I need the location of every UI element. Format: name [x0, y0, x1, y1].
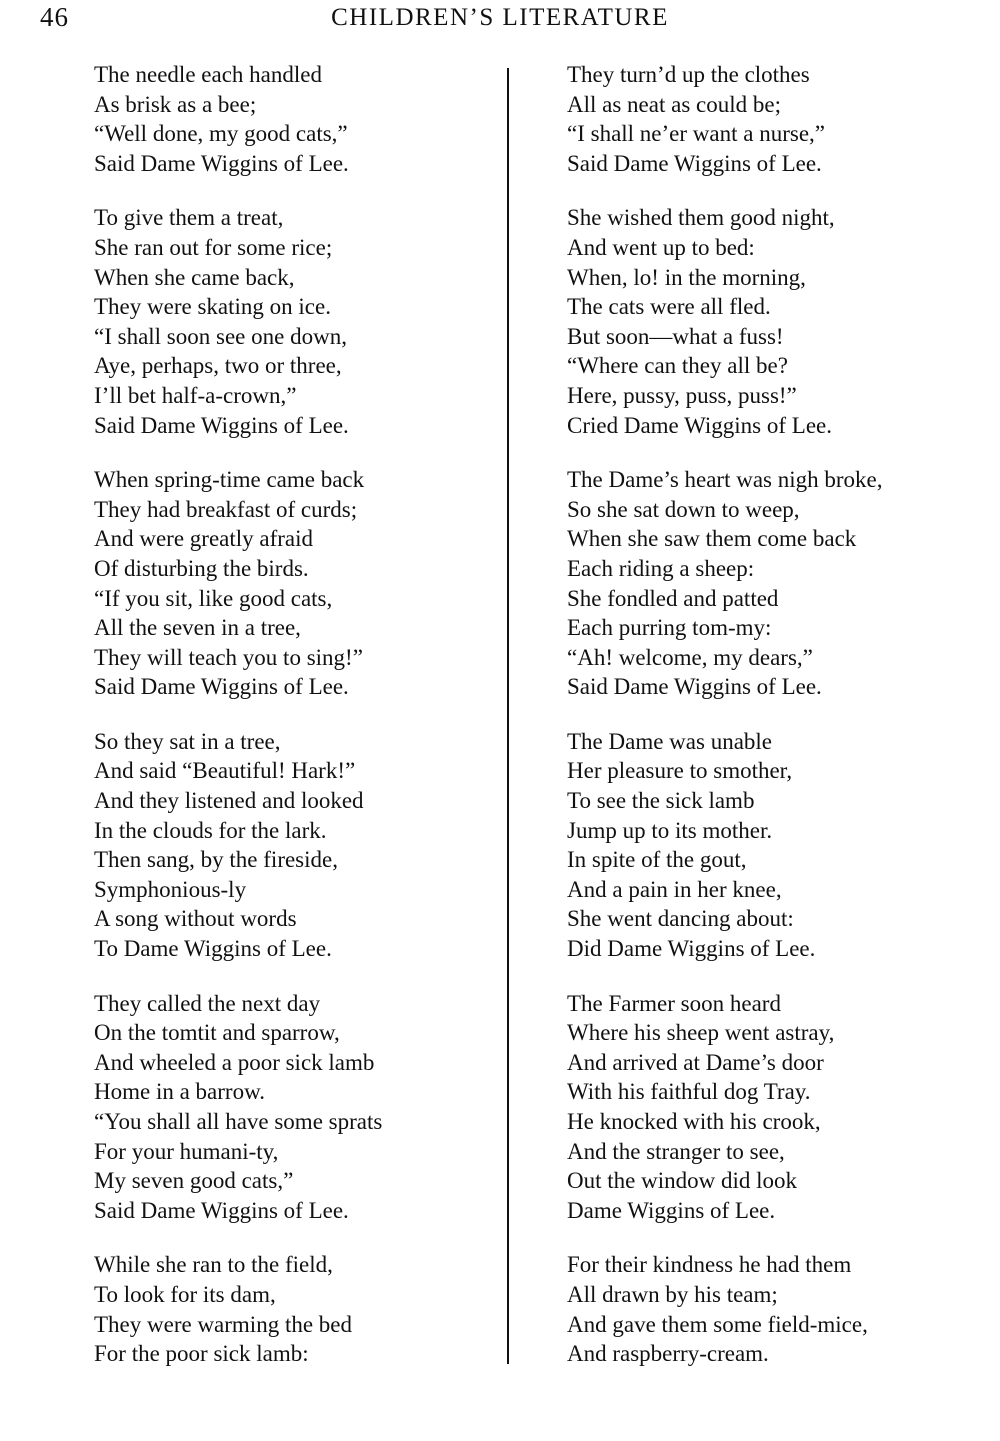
verse-line: “Well done, my good cats,” [94, 121, 348, 147]
verse-line: While she ran to the field, [94, 1252, 333, 1278]
page-number: 46 [40, 2, 69, 32]
verse-line: When she came back, [94, 264, 295, 290]
verse-line: To see the sick lamb [567, 788, 755, 814]
stanza [94, 989, 494, 1226]
verse-line: Said Dame Wiggins of Lee. [94, 150, 349, 176]
verse-line: The needle each handled [94, 62, 322, 87]
verse-line: Cried Dame Wiggins of Lee. [567, 412, 832, 438]
verse-line: She fondled and patted [567, 585, 779, 611]
verse-line: To give them a treat, [94, 205, 284, 231]
verse-line: All as neat as could be; [567, 91, 781, 117]
verse-line: Here, pussy, puss, puss!” [567, 382, 797, 408]
stanza [94, 60, 494, 178]
verse-line: Her pleasure to smother, [567, 758, 793, 784]
verse-line: I’ll bet half-a-crown,” [94, 382, 297, 408]
verse-line: Did Dame Wiggins of Lee. [567, 936, 816, 962]
verse-line: The Dame was unable [567, 728, 773, 754]
verse-line: And said “Beautiful! Hark!” [94, 758, 356, 784]
verse-line: And arrived at Dame’s door [567, 1049, 824, 1075]
stanza [94, 727, 494, 964]
verse-line: They will teach you to sing!” [94, 644, 363, 670]
verse-line: She wished them good night, [567, 205, 835, 231]
verse-line: They called the next day [94, 990, 321, 1016]
verse-line: Said Dame Wiggins of Lee. [567, 150, 822, 176]
stanza [567, 60, 987, 178]
verse-line: Home in a barrow. [94, 1079, 265, 1105]
verse-line: But soon—what a fuss! [567, 323, 784, 349]
verse-line: Each purring tom-my: [567, 615, 772, 641]
verse-line: The cats were all fled. [567, 294, 771, 320]
right-column [567, 60, 987, 1394]
verse-line: Where his sheep went astray, [567, 1020, 835, 1046]
verse-line: My seven good cats,” [94, 1168, 294, 1194]
verse-line: All the seven in a tree, [94, 615, 301, 641]
verse-line: The Dame’s heart was nigh broke, [567, 467, 883, 493]
verse-line: Said Dame Wiggins of Lee. [94, 674, 349, 700]
verse-line: Said Dame Wiggins of Lee. [94, 1197, 349, 1223]
verse-line: Symphonious-ly [94, 876, 247, 902]
verse-line: When spring-time came back [94, 467, 365, 493]
verse-line: In the clouds for the lark. [94, 817, 327, 843]
verse-line: On the tomtit and sparrow, [94, 1020, 340, 1046]
column-divider [507, 68, 509, 1364]
stanza [567, 727, 987, 964]
running-head: CHILDREN’S LITERATURE [331, 4, 669, 31]
verse-line: Each riding a sheep: [567, 555, 755, 581]
verse-line: They were skating on ice. [94, 294, 331, 320]
verse-line: When she saw them come back [567, 526, 857, 552]
verse-line: And went up to bed: [567, 234, 755, 260]
verse-line: When, lo! in the morning, [567, 264, 806, 290]
verse-line: Said Dame Wiggins of Lee. [567, 674, 822, 700]
verse-line: “Ah! welcome, my dears,” [567, 644, 813, 670]
verse-line: All drawn by his team; [567, 1281, 778, 1307]
verse-line: Jump up to its mother. [567, 817, 773, 843]
verse-line: In spite of the gout, [567, 847, 747, 873]
verse-line: To Dame Wiggins of Lee. [94, 936, 332, 962]
verse-line: “I shall soon see one down, [94, 323, 347, 349]
verse-line: And raspberry-cream. [567, 1341, 769, 1367]
stanza [94, 465, 494, 702]
verse-line: Said Dame Wiggins of Lee. [94, 412, 349, 438]
verse-line: For their kindness he had them [567, 1252, 852, 1278]
verse-line: They were warming the bed [94, 1311, 353, 1337]
verse-line: Out the window did look [567, 1168, 797, 1194]
verse-line: Then sang, by the fireside, [94, 847, 338, 873]
stanza [567, 989, 987, 1226]
verse-line: Of disturbing the birds. [94, 555, 309, 581]
stanza [94, 1250, 494, 1368]
stanza [567, 203, 987, 440]
stanza [94, 203, 494, 440]
verse-line: “I shall ne’er want a nurse,” [567, 121, 825, 147]
verse-line: “If you sit, like good cats, [94, 585, 333, 611]
verse-line: Aye, perhaps, two or three, [94, 353, 342, 379]
verse-line: She went dancing about: [567, 906, 794, 932]
verse-line: And they listened and looked [94, 788, 364, 814]
verse-line: They turn’d up the clothes [567, 62, 810, 87]
verse-line: “You shall all have some sprats [94, 1109, 383, 1134]
verse-line: And were greatly afraid [94, 526, 314, 552]
verse-line: So she sat down to weep, [567, 496, 800, 522]
verse-line: And gave them some field-mice, [567, 1311, 868, 1337]
verse-line: A song without words [94, 906, 297, 932]
verse-line: For the poor sick lamb: [94, 1341, 309, 1367]
verse-line: To look for its dam, [94, 1281, 276, 1307]
verse-line: And wheeled a poor sick lamb [94, 1049, 375, 1075]
verse-line: So they sat in a tree, [94, 728, 281, 754]
stanza [567, 465, 987, 702]
left-column [94, 60, 494, 1394]
verse-line: She ran out for some rice; [94, 234, 333, 260]
verse-line: And the stranger to see, [567, 1138, 785, 1164]
verse-line: The Farmer soon heard [567, 990, 781, 1016]
verse-line: With his faithful dog Tray. [567, 1079, 811, 1105]
verse-line: And a pain in her knee, [567, 876, 782, 902]
verse-line: Dame Wiggins of Lee. [567, 1197, 776, 1223]
stanza [567, 1250, 987, 1368]
verse-line: They had breakfast of curds; [94, 496, 358, 522]
verse-line: As brisk as a bee; [94, 91, 257, 117]
verse-line: “Where can they all be? [567, 353, 788, 379]
verse-line: For your humani-ty, [94, 1138, 279, 1164]
verse-line: He knocked with his crook, [567, 1109, 821, 1134]
